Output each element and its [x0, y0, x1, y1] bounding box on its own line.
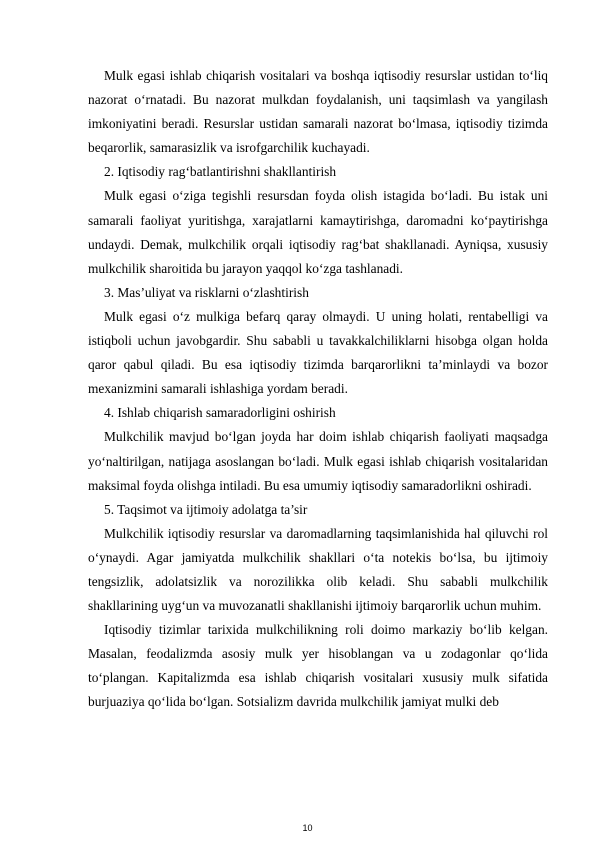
document-body [88, 64, 548, 715]
paragraph-history: Iqtisodiy tizimlar tarixida mulkchilikning roli doimo markaziy bo‘lib kelgan. Masalan, feodalizmda asosiy mulk yer hisoblangan va u zodagonlar qo‘lida to‘plangan. Kapitalizmda esa ishlab chiqarish vositalari xususiy mulk sifatida burjuaziya qo‘lida bo‘lgan. Sotsializm davrida mulkchilik jamiyat mulki deb [88, 622, 548, 710]
page-number: 10 [302, 823, 313, 833]
section-heading-incentives: 2. Iqtisodiy rag‘batlantirishni shakllantirish [104, 164, 337, 180]
paragraph-resource-control: Mulk egasi ishlab chiqarish vositalari va boshqa iqtisodiy resurslar ustidan to‘liq nazorat o‘rnatadi. Bu nazorat mulkdan foydalanish, uni taqsimlash va yangilash imkoniyatini beradi. Resurslar ustidan samarali nazorat bo‘lmasa, iqtisodiy tizimda beqarorlik, samarasizlik va isrofgarchilik kuchayadi. [88, 68, 548, 156]
paragraph-responsibility: Mulk egasi o‘z mulkiga befarq qaray olmaydi. U uning holati, rentabelligi va istiqboli uchun javobgardir. Shu sababli u tavakkalchiliklarni hisobga olgan holda qaror qabul qiladi. Bu esa iqtisodiy tizimda barqarorlikni ta’minlaydi va bozor mexanizmini samarali ishlashiga yordam beradi. [88, 308, 548, 397]
paragraph-efficiency: Mulkchilik mavjud bo‘lgan joyda har doim ishlab chiqarish faoliyati maqsadga yo‘naltirilgan, natijaga asoslangan bo‘ladi. Mulk egasi ishlab chiqarish vositalaridan maksimal foyda olishga intiladi. Bu esa umumiy iqtisodiy samaradorlikni oshiradi. [88, 429, 548, 493]
paragraph-distribution: Mulkchilik iqtisodiy resurslar va daromadlarning taqsimlanishida hal qiluvchi rol o‘ynaydi. Agar jamiyatda mulkchilik shakllari o‘ta notekis bo‘lsa, bu ijtimoiy tengsizlik, adolatsizlik va norozilikka olib keladi. Shu sababli mulkchilik shakllarining uyg‘un va muvozanatli shakllanishi ijtimoiy barqarorlik uchun muhim. [88, 525, 548, 614]
paragraph-incentives: Mulk egasi o‘ziga tegishli resursdan foyda olish istagida bo‘ladi. Bu istak uni samarali faoliyat yuritishga, xarajatlarni kamaytirishga, daromadni ko‘paytirishga undaydi. Demak, mulkchilik orqali iqtisodiy rag‘bat shakllanadi. Ayniqsa, xususiy mulkchilik sharoitida bu jarayon yaqqol ko‘zga tashlanadi. [88, 188, 548, 276]
section-heading-distribution: 5. Taqsimot va ijtimoiy adolatga ta’sir [104, 501, 308, 517]
section-heading-responsibility: 3. Mas’uliyat va risklarni o‘zlashtirish [104, 284, 309, 300]
section-heading-efficiency: 4. Ishlab chiqarish samaradorligini oshirish [104, 405, 336, 421]
